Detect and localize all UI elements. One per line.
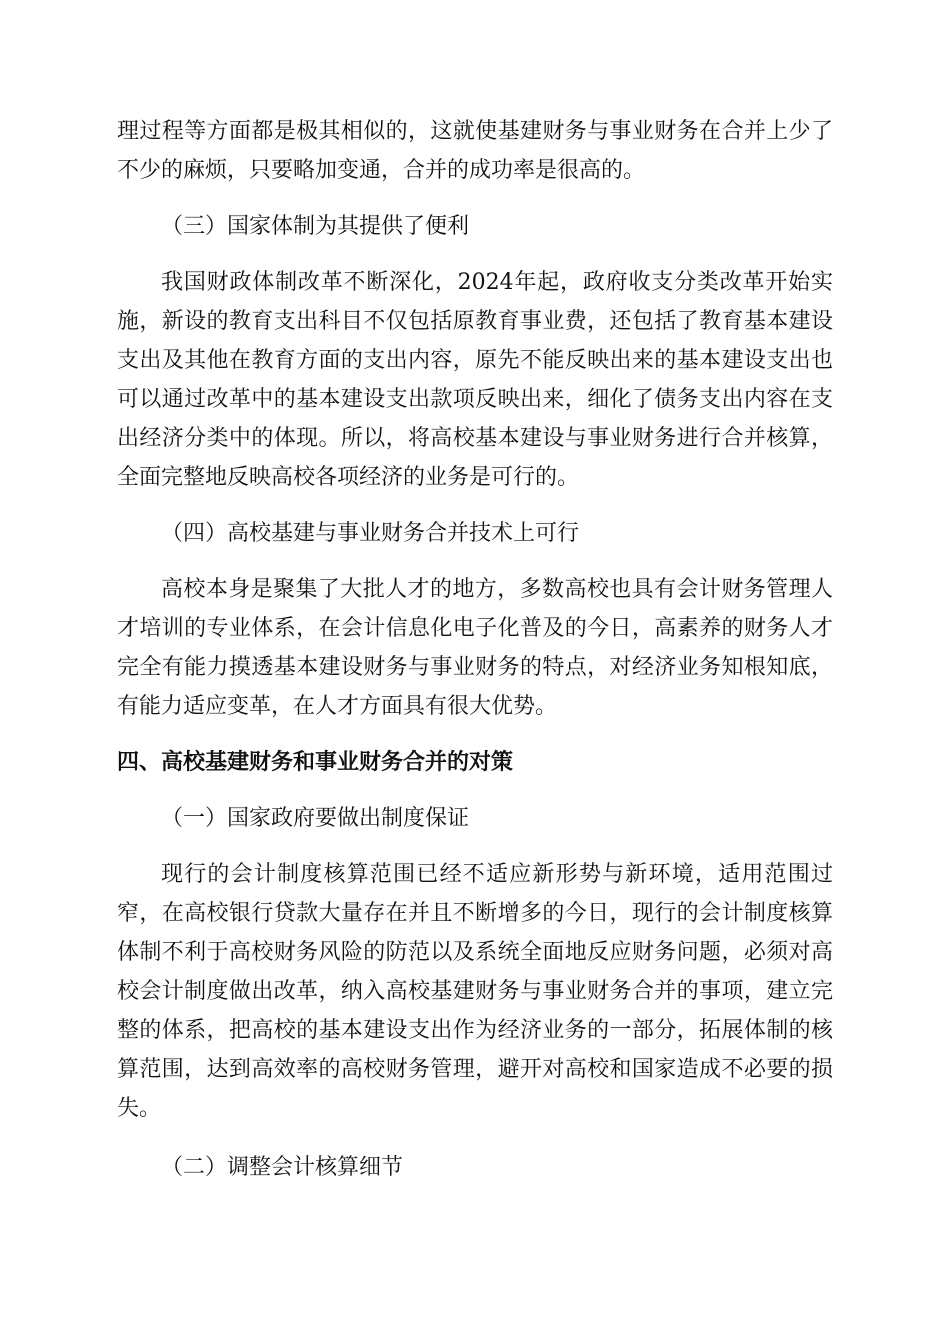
paragraph-s4-1: 现行的会计制度核算范围已经不适应新形势与新环境，适用范围过窄，在高校银行贷款大量存在并且不断增多的今日，现行的会计制度核算体制不利于高校财务风险的防范以及系统全面地反应财务问题，必须对高校会计制度做出改革，纳入高校基建财务与事业财务合并的事项，建立完整的体系，把高校的基本建设支出作为经济业务的一部分，拓展体制的核算范围，达到高效率的高校财务管理，避开对高校和国家造成不必要的损失。 [117,862,833,1121]
subheading-s4-1: （一）国家政府要做出制度保证 [161,806,470,831]
paragraph-3: 我国财政体制改革不断深化，2024年起，政府收支分类改革开始实施，新设的教育支出科目不仅包括原教育事业费，还包括了教育基本建设支出及其他在教育方面的支出内容，原先不能反映出来的基本建设支出也可以通过改革中的基本建设支出款项反映出来，细化了债务支出内容在支出经济分类中的体现。所以，将高校基本建设与事业财务进行合并核算，全面完整地反映高校各项经济的业务是可行的。 [117,270,833,490]
paragraph-4: 高校本身是聚集了大批人才的地方，多数高校也具有会计财务管理人才培训的专业体系，在会计信息化电子化普及的今日，高素养的财务人才完全有能力摸透基本建设财务与事业财务的特点，对经济业务知根知底，有能力适应变革，在人才方面具有很大优势。 [117,577,833,719]
subheading-s4-2: （二）调整会计核算细节 [161,1155,404,1180]
subheading-3: （三）国家体制为其提供了便利 [161,214,470,239]
paragraph-continued: 理过程等方面都是极其相似的，这就使基建财务与事业财务在合并上少了不少的麻烦，只要略加变通，合并的成功率是很高的。 [117,119,833,183]
document-page [117,112,833,1187]
subheading-4: （四）高校基建与事业财务合并技术上可行 [161,521,580,546]
section-heading-4: 四、高校基建财务和事业财务合并的对策 [117,750,514,775]
